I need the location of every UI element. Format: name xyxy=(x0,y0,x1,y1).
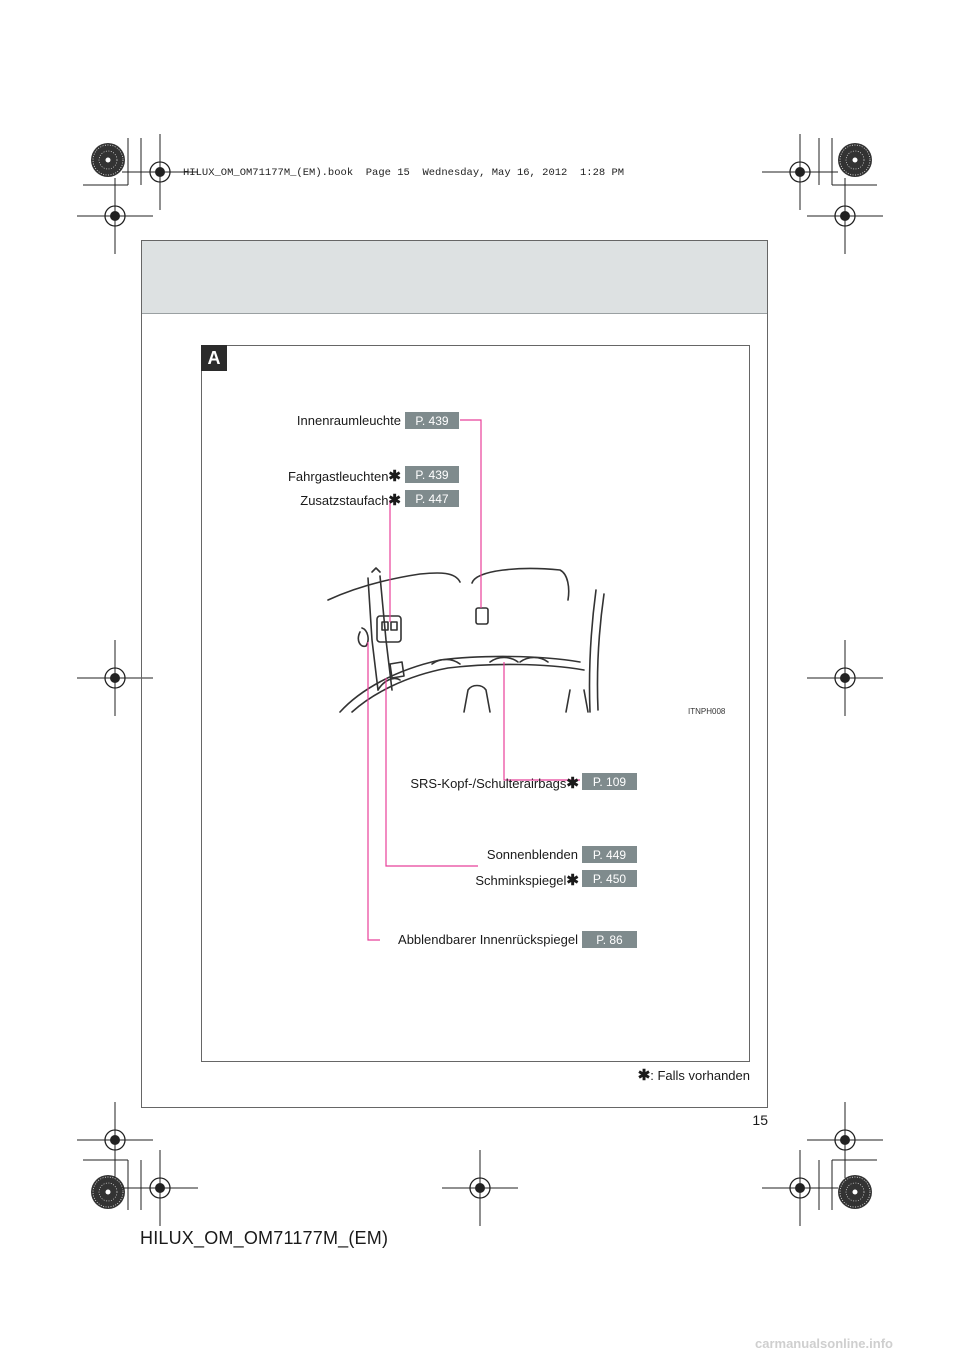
optional-star-icon: ✱ xyxy=(388,492,401,509)
interior-light xyxy=(476,608,488,624)
b-pillar xyxy=(464,686,490,713)
label-text: Fahrgastleuchten xyxy=(287,469,389,484)
label-text: SRS-Kopf-/Schulterairbags xyxy=(410,776,567,791)
leader-srs xyxy=(504,662,580,780)
optional-star-icon: ✱ xyxy=(637,1067,651,1084)
page-ref-sonnenblenden: P. 449 xyxy=(582,846,637,863)
leader-sonnenblenden xyxy=(386,678,478,866)
page-ref-fahrgastleuchten: P. 439 xyxy=(405,466,459,483)
watermark: carmanualsonline.info xyxy=(755,1336,893,1351)
optional-star-icon: ✱ xyxy=(566,872,579,889)
page-ref-innenrueckspiegel: P. 86 xyxy=(582,931,637,948)
rear-window-edge-2 xyxy=(597,594,604,710)
label-innenrueckspiegel: Abblendbarer Innenrückspiegel xyxy=(398,932,578,947)
page-ref-zusatzstaufach: P. 447 xyxy=(405,490,459,507)
optional-star-icon: ✱ xyxy=(388,468,401,485)
page-number: 15 xyxy=(752,1112,768,1128)
page-ref-srs-airbags: P. 109 xyxy=(582,773,637,790)
label-zusatzstaufach xyxy=(240,491,401,509)
visor-mount xyxy=(372,568,380,572)
leader-innenraumleuchte xyxy=(460,420,481,608)
page-ref-innenraumleuchte: P. 439 xyxy=(405,412,459,429)
footnote-text: : Falls vorhanden xyxy=(650,1068,750,1083)
print-header: HILUX_OM_OM71177M_(EM).book Page 15 Wednesday, May 16, 2012 1:28 PM xyxy=(183,167,625,179)
label-text: Schminkspiegel xyxy=(475,873,567,888)
footnote xyxy=(560,1066,750,1084)
windshield-top xyxy=(472,569,569,600)
diagram-code: ITNPH008 xyxy=(688,707,726,716)
section-badge: A xyxy=(201,345,227,371)
optional-star-icon: ✱ xyxy=(566,775,579,792)
rear-window-edge xyxy=(589,590,596,712)
label-schminkspiegel xyxy=(420,871,579,889)
document-code: HILUX_OM_OM71177M_(EM) xyxy=(140,1228,389,1248)
page-ref-schminkspiegel: P. 450 xyxy=(582,870,637,887)
label-fahrgastleuchten xyxy=(240,467,401,485)
label-text: Zusatzstaufach xyxy=(300,493,389,508)
rear-pillar xyxy=(566,690,588,712)
roof-edge-left xyxy=(328,573,460,600)
rear-view-mirror xyxy=(358,628,368,646)
headliner-rail xyxy=(352,664,584,712)
label-srs-airbags xyxy=(380,774,579,792)
label-sonnenblenden: Sonnenblenden xyxy=(486,847,578,862)
label-innenraumleuchte: Innenraumleuchte xyxy=(296,413,401,428)
airbag-bump-2 xyxy=(490,658,518,663)
